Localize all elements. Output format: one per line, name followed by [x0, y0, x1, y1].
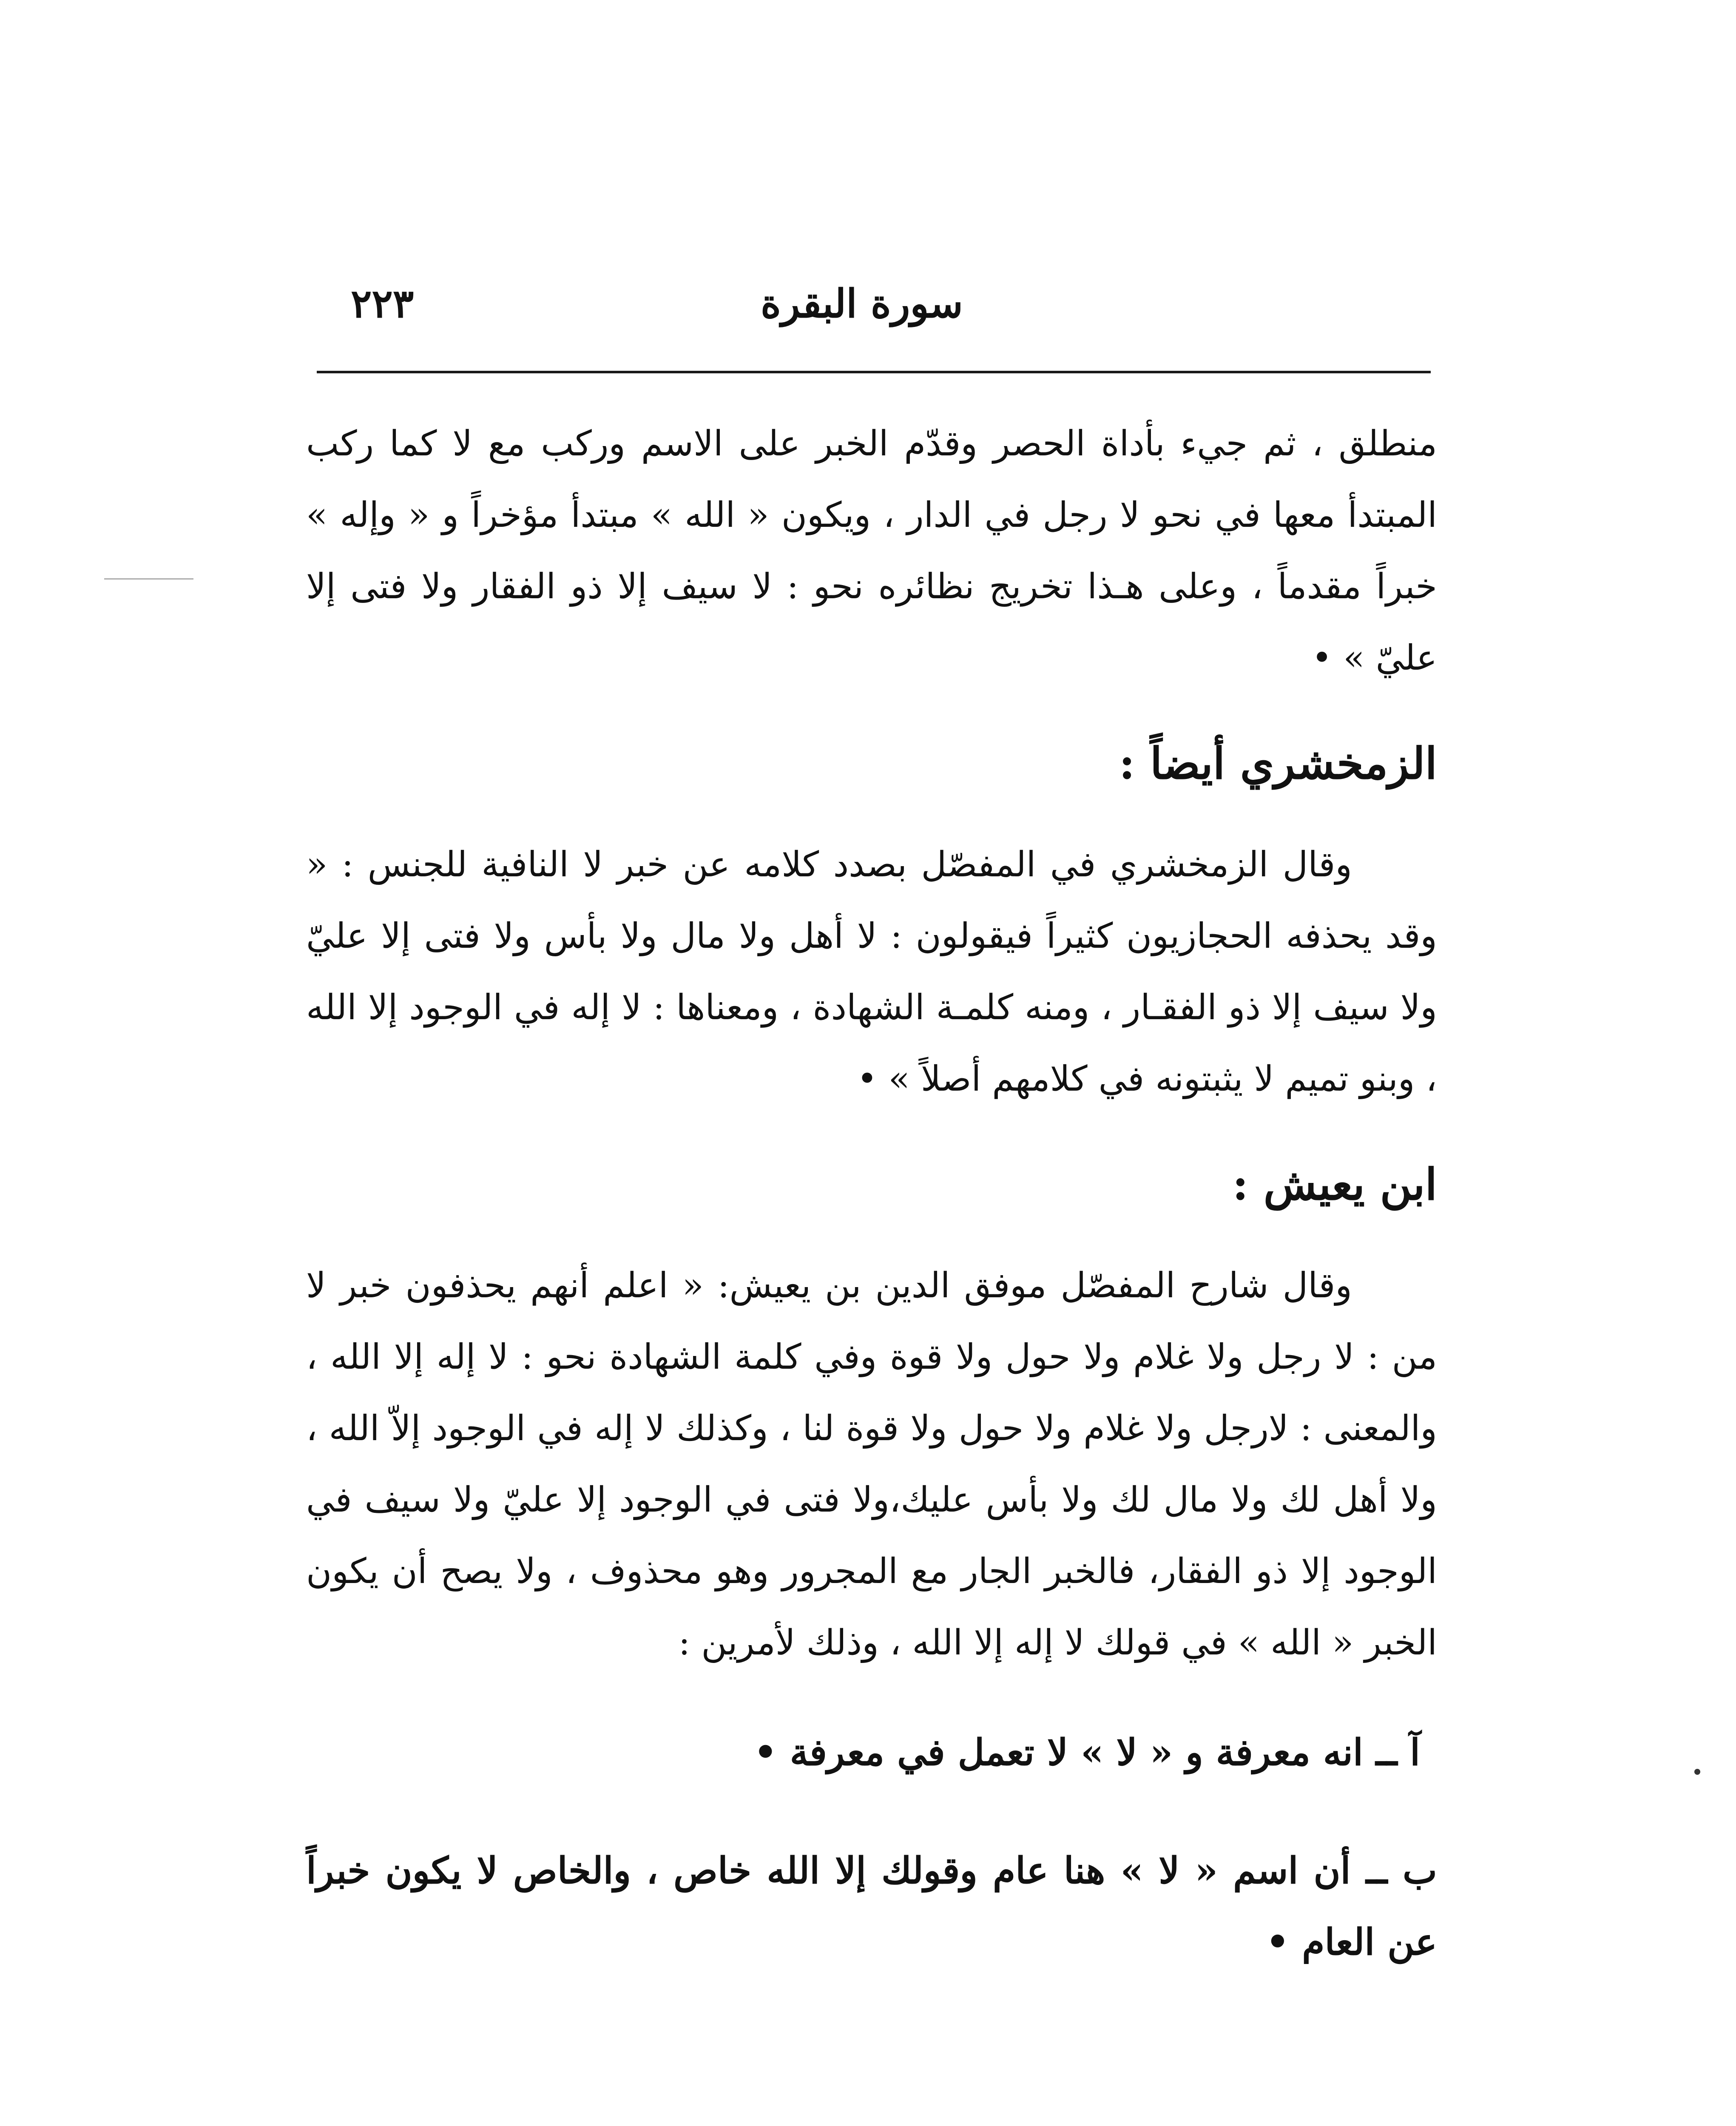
paragraph-ibn-yaish: وقال شارح المفصّل موفق الدين بن يعيش: « اعلم أنهم يحذفون خبر لا من : لا رجل ولا غلام ولا حول ولا قوة وفي كلمة الشهادة نحو : لا إله إلا الله ، والمعنى : لارجل ولا غلام ولا حول ولا قوة لنا ، وكذلك لا إله في الوجود إلاّ الله ، ولا أهل لك ولا مال لك ولا بأس عليك،ولا فتى في الوجود إلا عليّ ولا سيف في الوجود إلا ذو الفقار، فالخبر الجار مع المجرور وهو محذوف ، ولا يصح أن يكون الخبر « الله » في قولك لا إله إلا الله ، وذلك لأمرين :: [306, 1265, 1438, 1663]
paragraph-zamakhshari: وقال الزمخشري في المفصّل بصدد كلامه عن خبر لا النافية للجنس : « وقد يحذفه الحجازيون كثيراً فيقولون : لا أهل ولا مال ولا بأس ولا فتى إلا عليّ ولا سيف إلا ذو الفقـار ، ومنه كلمـة الشهادة ، ومعناها : لا إله في الوجود إلا الله ، وبنو تميم لا يثبتونه في كلامهم أصلاً » •: [306, 844, 1437, 1099]
list-item-b: ب ــ أن اسم « لا » هنا عام وقولك إلا الله خاص ، والخاص لا يكون خبراً عن العام •: [306, 1849, 1437, 1964]
scan-margin-mark: [104, 578, 193, 580]
section-heading-ibn-yaish: ابن يعيش :: [1232, 1159, 1437, 1210]
page-header: [317, 281, 1431, 336]
running-title: سورة البقرة: [760, 281, 963, 327]
page-body: [306, 408, 1437, 1978]
section-heading-zamakhshari: الزمخشري أيضاً :: [1119, 738, 1437, 789]
scan-speck: [1694, 1769, 1700, 1775]
header-rule: [317, 371, 1431, 373]
list-item-a: آ ــ انه معرفة و « لا » لا تعمل في معرفة •: [753, 1731, 1420, 1774]
page-number: ٢٢٣: [351, 281, 414, 327]
paragraph-intro: منطلق ، ثم جيء بأداة الحصر وقدّم الخبر على الاسم وركب مع لا كما ركب المبتدأ معها في نحو لا رجل في الدار ، ويكون « الله » مبتدأ مؤخراً و « وإله » خبراً مقدماً ، وعلى هـذا تخريج نظائره نحو : لا سيف إلا ذو الفقار ولا فتى إلا عليّ » •: [306, 423, 1437, 678]
